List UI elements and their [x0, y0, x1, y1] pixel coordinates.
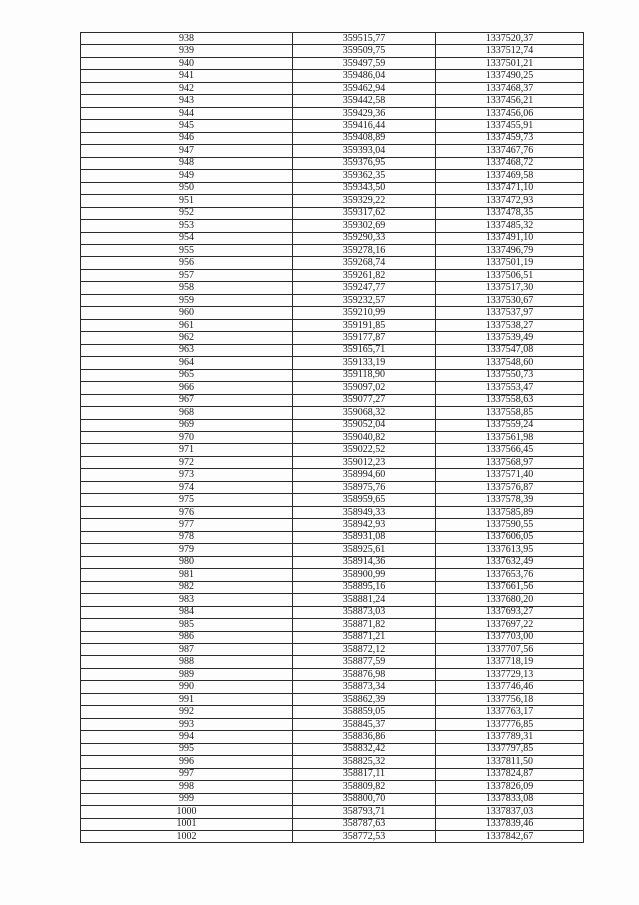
point-number-cell: 940 — [81, 57, 293, 69]
y-coordinate-cell: 1337571,40 — [436, 469, 584, 481]
y-coordinate-cell: 1337661,56 — [436, 581, 584, 593]
y-coordinate-cell: 1337718,19 — [436, 656, 584, 668]
x-coordinate-cell: 358873,03 — [293, 606, 436, 618]
point-number-cell: 941 — [81, 70, 293, 82]
point-number-cell: 944 — [81, 107, 293, 119]
x-coordinate-cell: 358872,12 — [293, 643, 436, 655]
x-coordinate-cell: 359077,27 — [293, 394, 436, 406]
x-coordinate-cell: 359261,82 — [293, 269, 436, 281]
y-coordinate-cell: 1337538,27 — [436, 319, 584, 331]
y-coordinate-cell: 1337468,72 — [436, 157, 584, 169]
x-coordinate-cell: 358994,60 — [293, 469, 436, 481]
table-row — [81, 369, 584, 381]
y-coordinate-cell: 1337548,60 — [436, 357, 584, 369]
y-coordinate-cell: 1337517,30 — [436, 282, 584, 294]
x-coordinate-cell: 359097,02 — [293, 382, 436, 394]
table-row — [81, 631, 584, 643]
point-number-cell: 978 — [81, 531, 293, 543]
y-coordinate-cell: 1337797,85 — [436, 743, 584, 755]
x-coordinate-cell: 358809,82 — [293, 781, 436, 793]
table-row — [81, 556, 584, 568]
point-number-cell: 982 — [81, 581, 293, 593]
y-coordinate-cell: 1337707,56 — [436, 643, 584, 655]
point-number-cell: 959 — [81, 294, 293, 306]
table-row — [81, 768, 584, 780]
x-coordinate-cell: 359040,82 — [293, 432, 436, 444]
point-number-cell: 998 — [81, 781, 293, 793]
x-coordinate-cell: 358793,71 — [293, 806, 436, 818]
x-coordinate-cell: 359165,71 — [293, 344, 436, 356]
table-row — [81, 756, 584, 768]
point-number-cell: 969 — [81, 419, 293, 431]
y-coordinate-cell: 1337789,31 — [436, 731, 584, 743]
point-number-cell: 1000 — [81, 806, 293, 818]
y-coordinate-cell: 1337558,85 — [436, 407, 584, 419]
table-row — [81, 706, 584, 718]
x-coordinate-cell: 358832,42 — [293, 743, 436, 755]
table-row — [81, 244, 584, 256]
y-coordinate-cell: 1337839,46 — [436, 818, 584, 830]
table-row — [81, 743, 584, 755]
x-coordinate-cell: 358949,33 — [293, 506, 436, 518]
table-row — [81, 643, 584, 655]
y-coordinate-cell: 1337520,37 — [436, 33, 584, 45]
table-row — [81, 344, 584, 356]
y-coordinate-cell: 1337578,39 — [436, 494, 584, 506]
table-row — [81, 519, 584, 531]
x-coordinate-cell: 358859,05 — [293, 706, 436, 718]
y-coordinate-cell: 1337566,45 — [436, 444, 584, 456]
y-coordinate-cell: 1337468,37 — [436, 82, 584, 94]
y-coordinate-cell: 1337653,76 — [436, 569, 584, 581]
y-coordinate-cell: 1337756,18 — [436, 693, 584, 705]
point-number-cell: 981 — [81, 569, 293, 581]
y-coordinate-cell: 1337824,87 — [436, 768, 584, 780]
x-coordinate-cell: 359329,22 — [293, 195, 436, 207]
point-number-cell: 972 — [81, 456, 293, 468]
table-row — [81, 45, 584, 57]
point-number-cell: 990 — [81, 681, 293, 693]
point-number-cell: 985 — [81, 619, 293, 631]
table-row — [81, 182, 584, 194]
point-number-cell: 988 — [81, 656, 293, 668]
x-coordinate-cell: 359497,59 — [293, 57, 436, 69]
y-coordinate-cell: 1337472,93 — [436, 195, 584, 207]
point-number-cell: 938 — [81, 33, 293, 45]
x-coordinate-cell: 359052,04 — [293, 419, 436, 431]
x-coordinate-cell: 359118,90 — [293, 369, 436, 381]
y-coordinate-cell: 1337471,10 — [436, 182, 584, 194]
point-number-cell: 987 — [81, 643, 293, 655]
point-number-cell: 975 — [81, 494, 293, 506]
point-number-cell: 983 — [81, 594, 293, 606]
table-row — [81, 157, 584, 169]
point-number-cell: 952 — [81, 207, 293, 219]
point-number-cell: 947 — [81, 145, 293, 157]
y-coordinate-cell: 1337559,24 — [436, 419, 584, 431]
table-row — [81, 70, 584, 82]
table-row — [81, 232, 584, 244]
x-coordinate-cell: 359290,33 — [293, 232, 436, 244]
x-coordinate-cell: 359462,94 — [293, 82, 436, 94]
table-row — [81, 307, 584, 319]
y-coordinate-cell: 1337459,73 — [436, 132, 584, 144]
y-coordinate-cell: 1337729,13 — [436, 668, 584, 680]
x-coordinate-cell: 358881,24 — [293, 594, 436, 606]
x-coordinate-cell: 358876,98 — [293, 668, 436, 680]
x-coordinate-cell: 359515,77 — [293, 33, 436, 45]
y-coordinate-cell: 1337811,50 — [436, 756, 584, 768]
y-coordinate-cell: 1337501,21 — [436, 57, 584, 69]
y-coordinate-cell: 1337826,09 — [436, 781, 584, 793]
y-coordinate-cell: 1337833,08 — [436, 793, 584, 805]
y-coordinate-cell: 1337613,95 — [436, 544, 584, 556]
point-number-cell: 991 — [81, 693, 293, 705]
y-coordinate-cell: 1337496,79 — [436, 244, 584, 256]
point-number-cell: 955 — [81, 244, 293, 256]
table-row — [81, 394, 584, 406]
y-coordinate-cell: 1337491,10 — [436, 232, 584, 244]
x-coordinate-cell: 358925,61 — [293, 544, 436, 556]
point-number-cell: 980 — [81, 556, 293, 568]
table-row — [81, 581, 584, 593]
point-number-cell: 966 — [81, 382, 293, 394]
table-row — [81, 693, 584, 705]
point-number-cell: 976 — [81, 506, 293, 518]
table-row — [81, 569, 584, 581]
y-coordinate-cell: 1337553,47 — [436, 382, 584, 394]
point-number-cell: 1002 — [81, 831, 293, 843]
x-coordinate-cell: 358787,63 — [293, 818, 436, 830]
point-number-cell: 965 — [81, 369, 293, 381]
x-coordinate-cell: 358845,37 — [293, 718, 436, 730]
y-coordinate-cell: 1337842,67 — [436, 831, 584, 843]
y-coordinate-cell: 1337568,97 — [436, 456, 584, 468]
table-row — [81, 107, 584, 119]
x-coordinate-cell: 359429,36 — [293, 107, 436, 119]
point-number-cell: 974 — [81, 481, 293, 493]
x-coordinate-cell: 359343,50 — [293, 182, 436, 194]
x-coordinate-cell: 359408,89 — [293, 132, 436, 144]
point-number-cell: 962 — [81, 332, 293, 344]
point-number-cell: 957 — [81, 269, 293, 281]
table-row — [81, 793, 584, 805]
table-row — [81, 220, 584, 232]
point-number-cell: 953 — [81, 220, 293, 232]
x-coordinate-cell: 358900,99 — [293, 569, 436, 581]
y-coordinate-cell: 1337537,97 — [436, 307, 584, 319]
x-coordinate-cell: 359210,99 — [293, 307, 436, 319]
table-row — [81, 594, 584, 606]
x-coordinate-cell: 359416,44 — [293, 120, 436, 132]
point-number-cell: 999 — [81, 793, 293, 805]
x-coordinate-cell: 358871,21 — [293, 631, 436, 643]
table-row — [81, 407, 584, 419]
table-row — [81, 606, 584, 618]
x-coordinate-cell: 358817,11 — [293, 768, 436, 780]
point-number-cell: 984 — [81, 606, 293, 618]
point-number-cell: 1001 — [81, 818, 293, 830]
table-row — [81, 718, 584, 730]
table-row — [81, 319, 584, 331]
table-row — [81, 33, 584, 45]
x-coordinate-cell: 358931,08 — [293, 531, 436, 543]
table-row — [81, 332, 584, 344]
table-row — [81, 831, 584, 843]
point-number-cell: 964 — [81, 357, 293, 369]
point-number-cell: 945 — [81, 120, 293, 132]
point-number-cell: 979 — [81, 544, 293, 556]
point-number-cell: 977 — [81, 519, 293, 531]
point-number-cell: 949 — [81, 170, 293, 182]
x-coordinate-cell: 359486,04 — [293, 70, 436, 82]
y-coordinate-cell: 1337606,05 — [436, 531, 584, 543]
coordinates-table — [80, 32, 584, 843]
point-number-cell: 997 — [81, 768, 293, 780]
table-row — [81, 781, 584, 793]
x-coordinate-cell: 359278,16 — [293, 244, 436, 256]
point-number-cell: 986 — [81, 631, 293, 643]
table-row — [81, 120, 584, 132]
x-coordinate-cell: 358772,53 — [293, 831, 436, 843]
y-coordinate-cell: 1337550,73 — [436, 369, 584, 381]
x-coordinate-cell: 359177,87 — [293, 332, 436, 344]
table-row — [81, 656, 584, 668]
table-row — [81, 531, 584, 543]
x-coordinate-cell: 359247,77 — [293, 282, 436, 294]
y-coordinate-cell: 1337501,19 — [436, 257, 584, 269]
y-coordinate-cell: 1337512,74 — [436, 45, 584, 57]
table-row — [81, 419, 584, 431]
y-coordinate-cell: 1337506,51 — [436, 269, 584, 281]
table-row — [81, 806, 584, 818]
table-row — [81, 506, 584, 518]
table-row — [81, 681, 584, 693]
x-coordinate-cell: 358873,34 — [293, 681, 436, 693]
x-coordinate-cell: 358800,70 — [293, 793, 436, 805]
x-coordinate-cell: 359362,35 — [293, 170, 436, 182]
point-number-cell: 973 — [81, 469, 293, 481]
y-coordinate-cell: 1337467,76 — [436, 145, 584, 157]
x-coordinate-cell: 359376,95 — [293, 157, 436, 169]
point-number-cell: 946 — [81, 132, 293, 144]
y-coordinate-cell: 1337576,87 — [436, 481, 584, 493]
y-coordinate-cell: 1337456,06 — [436, 107, 584, 119]
x-coordinate-cell: 358825,32 — [293, 756, 436, 768]
point-number-cell: 968 — [81, 407, 293, 419]
table-row — [81, 357, 584, 369]
table-row — [81, 132, 584, 144]
point-number-cell: 950 — [81, 182, 293, 194]
table-row — [81, 294, 584, 306]
y-coordinate-cell: 1337530,67 — [436, 294, 584, 306]
y-coordinate-cell: 1337680,20 — [436, 594, 584, 606]
point-number-cell: 954 — [81, 232, 293, 244]
y-coordinate-cell: 1337746,46 — [436, 681, 584, 693]
x-coordinate-cell: 359317,62 — [293, 207, 436, 219]
point-number-cell: 971 — [81, 444, 293, 456]
table-row — [81, 95, 584, 107]
x-coordinate-cell: 358942,93 — [293, 519, 436, 531]
point-number-cell: 956 — [81, 257, 293, 269]
y-coordinate-cell: 1337478,35 — [436, 207, 584, 219]
table-row — [81, 382, 584, 394]
x-coordinate-cell: 359191,85 — [293, 319, 436, 331]
point-number-cell: 970 — [81, 432, 293, 444]
point-number-cell: 951 — [81, 195, 293, 207]
x-coordinate-cell: 359012,23 — [293, 456, 436, 468]
y-coordinate-cell: 1337469,58 — [436, 170, 584, 182]
x-coordinate-cell: 358862,39 — [293, 693, 436, 705]
point-number-cell: 994 — [81, 731, 293, 743]
point-number-cell: 960 — [81, 307, 293, 319]
x-coordinate-cell: 358895,16 — [293, 581, 436, 593]
x-coordinate-cell: 358836,86 — [293, 731, 436, 743]
table-row — [81, 432, 584, 444]
point-number-cell: 942 — [81, 82, 293, 94]
point-number-cell: 967 — [81, 394, 293, 406]
y-coordinate-cell: 1337632,49 — [436, 556, 584, 568]
x-coordinate-cell: 358871,82 — [293, 619, 436, 631]
table-row — [81, 282, 584, 294]
y-coordinate-cell: 1337561,98 — [436, 432, 584, 444]
point-number-cell: 943 — [81, 95, 293, 107]
table-row — [81, 494, 584, 506]
x-coordinate-cell: 359022,52 — [293, 444, 436, 456]
table-row — [81, 731, 584, 743]
table-row — [81, 456, 584, 468]
table-row — [81, 207, 584, 219]
table-row — [81, 481, 584, 493]
point-number-cell: 948 — [81, 157, 293, 169]
x-coordinate-cell: 358975,76 — [293, 481, 436, 493]
x-coordinate-cell: 358914,36 — [293, 556, 436, 568]
y-coordinate-cell: 1337776,85 — [436, 718, 584, 730]
point-number-cell: 993 — [81, 718, 293, 730]
table-row — [81, 57, 584, 69]
x-coordinate-cell: 359509,75 — [293, 45, 436, 57]
y-coordinate-cell: 1337547,08 — [436, 344, 584, 356]
y-coordinate-cell: 1337490,25 — [436, 70, 584, 82]
table-row — [81, 544, 584, 556]
point-number-cell: 961 — [81, 319, 293, 331]
table-row — [81, 668, 584, 680]
y-coordinate-cell: 1337485,32 — [436, 220, 584, 232]
y-coordinate-cell: 1337585,89 — [436, 506, 584, 518]
x-coordinate-cell: 359232,57 — [293, 294, 436, 306]
point-number-cell: 992 — [81, 706, 293, 718]
table-row — [81, 469, 584, 481]
x-coordinate-cell: 359133,19 — [293, 357, 436, 369]
table-row — [81, 818, 584, 830]
y-coordinate-cell: 1337456,21 — [436, 95, 584, 107]
point-number-cell: 939 — [81, 45, 293, 57]
y-coordinate-cell: 1337697,22 — [436, 619, 584, 631]
y-coordinate-cell: 1337558,63 — [436, 394, 584, 406]
y-coordinate-cell: 1337539,49 — [436, 332, 584, 344]
x-coordinate-cell: 359268,74 — [293, 257, 436, 269]
x-coordinate-cell: 359302,69 — [293, 220, 436, 232]
table-row — [81, 82, 584, 94]
point-number-cell: 996 — [81, 756, 293, 768]
point-number-cell: 989 — [81, 668, 293, 680]
x-coordinate-cell: 359068,32 — [293, 407, 436, 419]
table-row — [81, 257, 584, 269]
y-coordinate-cell: 1337693,27 — [436, 606, 584, 618]
y-coordinate-cell: 1337590,55 — [436, 519, 584, 531]
table-row — [81, 619, 584, 631]
x-coordinate-cell: 359393,04 — [293, 145, 436, 157]
y-coordinate-cell: 1337763,17 — [436, 706, 584, 718]
x-coordinate-cell: 358877,59 — [293, 656, 436, 668]
point-number-cell: 958 — [81, 282, 293, 294]
point-number-cell: 963 — [81, 344, 293, 356]
y-coordinate-cell: 1337703,00 — [436, 631, 584, 643]
table-row — [81, 195, 584, 207]
table-row — [81, 269, 584, 281]
x-coordinate-cell: 359442,58 — [293, 95, 436, 107]
x-coordinate-cell: 358959,65 — [293, 494, 436, 506]
table-row — [81, 145, 584, 157]
table-row — [81, 444, 584, 456]
table-row — [81, 170, 584, 182]
y-coordinate-cell: 1337455,91 — [436, 120, 584, 132]
coordinates-table-body — [81, 33, 584, 843]
y-coordinate-cell: 1337837,03 — [436, 806, 584, 818]
point-number-cell: 995 — [81, 743, 293, 755]
